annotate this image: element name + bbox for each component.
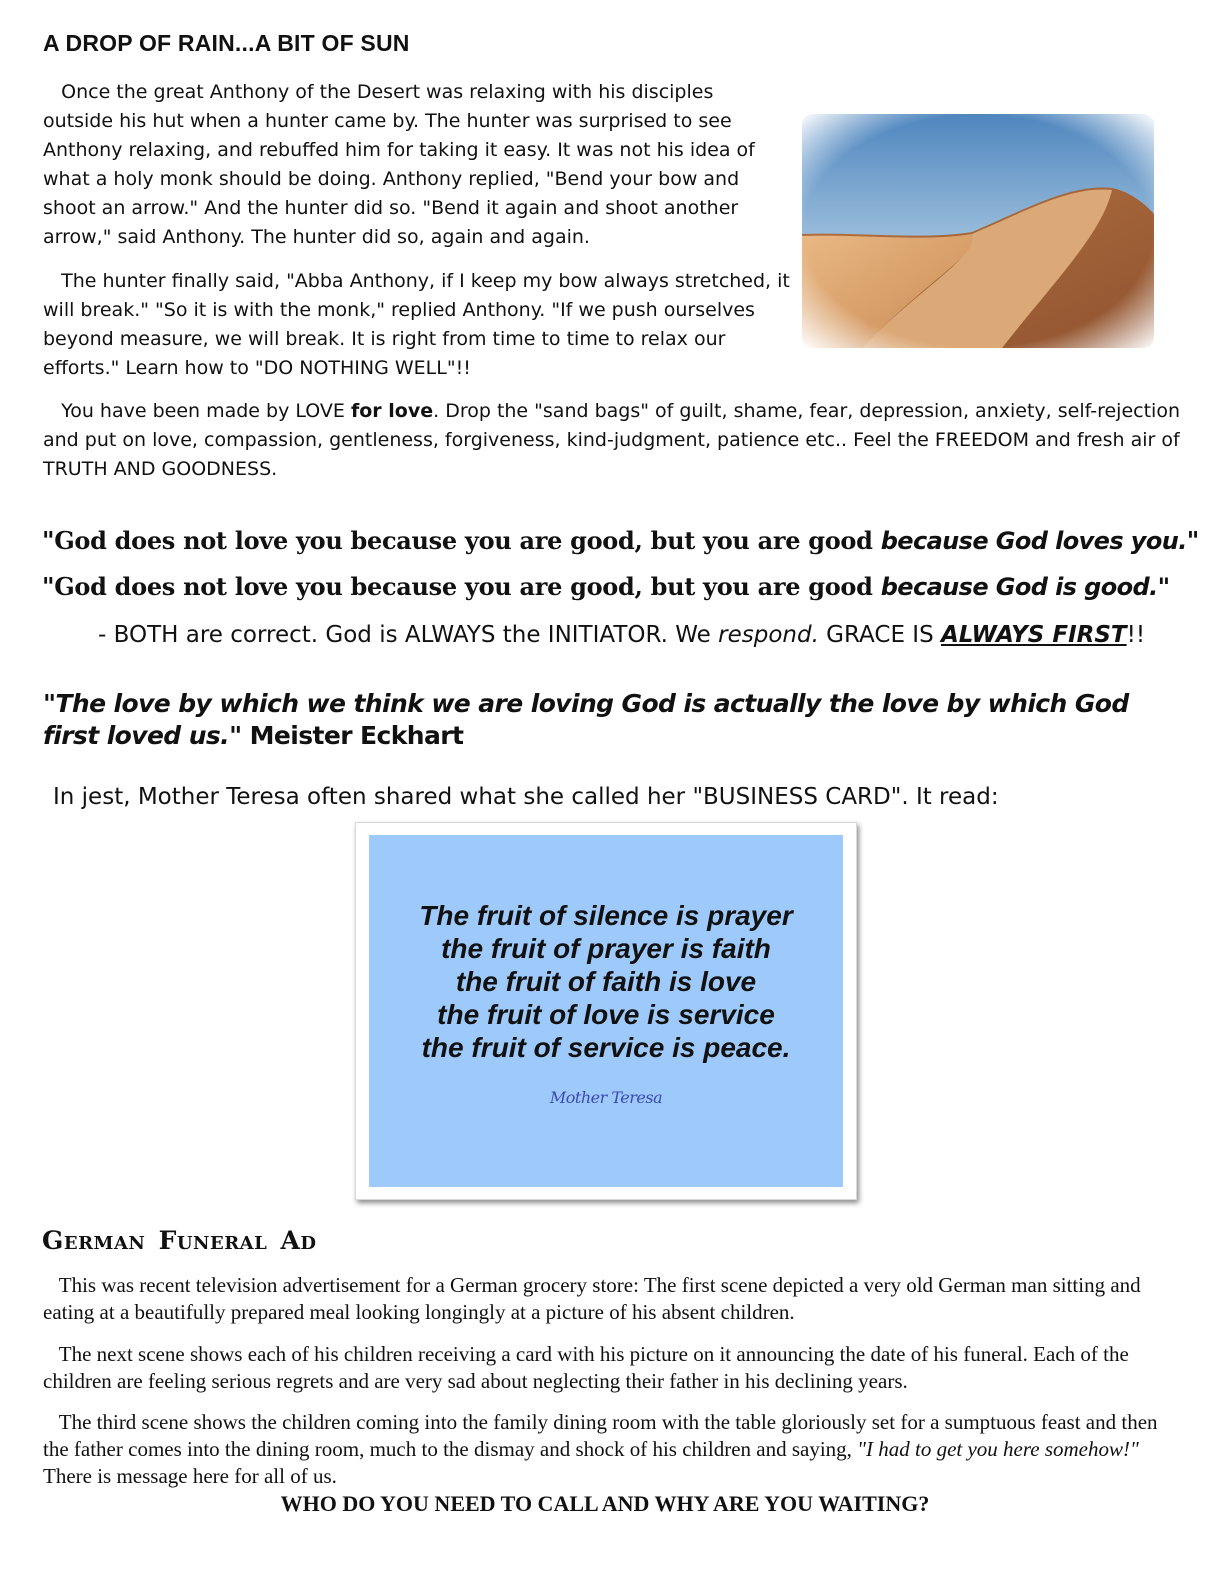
exclamation-text: !! (1126, 622, 1146, 648)
quote-god-loves-you (42, 526, 1199, 555)
eckhart-quote (43, 688, 1183, 752)
teresa-intro: In jest, Mother Teresa often shared what she called her "BUSINESS CARD". It read: (53, 784, 999, 810)
always-first-emphasis: ALWAYS FIRST (940, 622, 1127, 648)
mother-teresa-signature: Mother Teresa (549, 1088, 663, 1107)
line-text: GRACE IS (818, 622, 941, 648)
quote-text: "God does not love you because you are good, but you are good (42, 526, 881, 555)
paragraph-text: . Drop the "sand bags" of guilt, shame, fear, depression, anxiety, self-rejection and put on love, compassion, gentleness, forgiveness, kind-judgment, patience etc.. Feel the FREEDOM and fresh air of TRUTH AND GOODNESS. (43, 400, 1180, 480)
closing-question: WHO DO YOU NEED TO CALL AND WHY ARE YOU WAITING? (280, 1491, 930, 1516)
article-2-paragraph-1 (43, 1272, 1183, 1326)
respond-emphasis: respond. (718, 622, 819, 648)
father-quote: "I had to get you here somehow!" (857, 1437, 1139, 1461)
article-2-title: German Funeral Ad (42, 1226, 317, 1255)
paragraph-text: You have been made by LOVE (61, 400, 351, 422)
business-card (369, 835, 843, 1187)
card-line: the fruit of service is peace. (421, 1032, 791, 1063)
article-paragraph-1 (43, 78, 788, 252)
eckhart-attribution: Meister Eckhart (241, 721, 464, 750)
quote-god-is-good (42, 572, 1170, 601)
article-paragraph-2 (43, 267, 803, 383)
card-line: The fruit of silence is prayer (419, 900, 793, 931)
paragraph-text: Once the great Anthony of the Desert was relaxing with his disciples outside his hut when a hunter came by. The hunter was surprised to see Anthony relaxing, and rebuffed him for taking it easy. It was not his idea of what a holy monk should be doing. Anthony replied, "Bend your bow and shoot an arrow." And the hunter did so. "Bend it again and shoot another arrow," said Anthony. The hunter did so, again and again. (43, 81, 755, 248)
card-line: the fruit of faith is love (455, 966, 757, 997)
article-paragraph-3 (43, 397, 1183, 484)
emphasis-text: for love (350, 400, 434, 422)
quote-mark: " (1186, 526, 1199, 555)
paragraph-text: The hunter finally said, "Abba Anthony, if I keep my bow always stretched, it will break." "So it is with the monk," replied Anthony. "If we push ourselves beyond measure, we will break. It is right from time to time to relax our efforts." Learn how to "DO NOTHING WELL"!! (43, 270, 790, 379)
quote-emphasis: because God is good." (880, 573, 1170, 601)
desert-dune-image (802, 114, 1154, 348)
paragraph-text: There is message here for all of us. (43, 1464, 337, 1488)
line-text: - BOTH are correct. God is ALWAYS the INITIATOR. We (98, 622, 719, 648)
article-2-paragraph-3 (43, 1409, 1183, 1490)
both-correct-line (98, 622, 1145, 648)
paragraph-text: The next scene shows each of his children receiving a card with his picture on it announcing the date of his funeral. Each of the children are feeling serious regrets and are very sad about neglecting their father in his declining years. (43, 1342, 1129, 1393)
quote-text: "God does not love you because you are good, but you are good (42, 572, 881, 601)
eckhart-quote-text: "The love by which we think we are loving God is actually the love by which God first loved us." (43, 689, 1129, 750)
quote-emphasis: because God loves you. (880, 527, 1187, 555)
paragraph-text: The third scene shows the children coming into the family dining room with the table gloriously set for a sumptuous feast and then the father comes into the dining room, much to the dismay and shock of his children and saying, (43, 1410, 1158, 1461)
business-card-image (355, 822, 857, 1200)
article-2-paragraph-2 (43, 1341, 1183, 1395)
card-line: the fruit of love is service (437, 999, 775, 1030)
card-line: the fruit of prayer is faith (441, 933, 771, 964)
business-card-lines (369, 899, 843, 1064)
paragraph-text: This was recent television advertisement for a German grocery store: The first scene depicted a very old German man sitting and eating at a beautifully prepared meal looking longingly at a picture of his absent children. (43, 1273, 1141, 1324)
article-title: A DROP OF RAIN...A BIT OF SUN (43, 30, 410, 56)
